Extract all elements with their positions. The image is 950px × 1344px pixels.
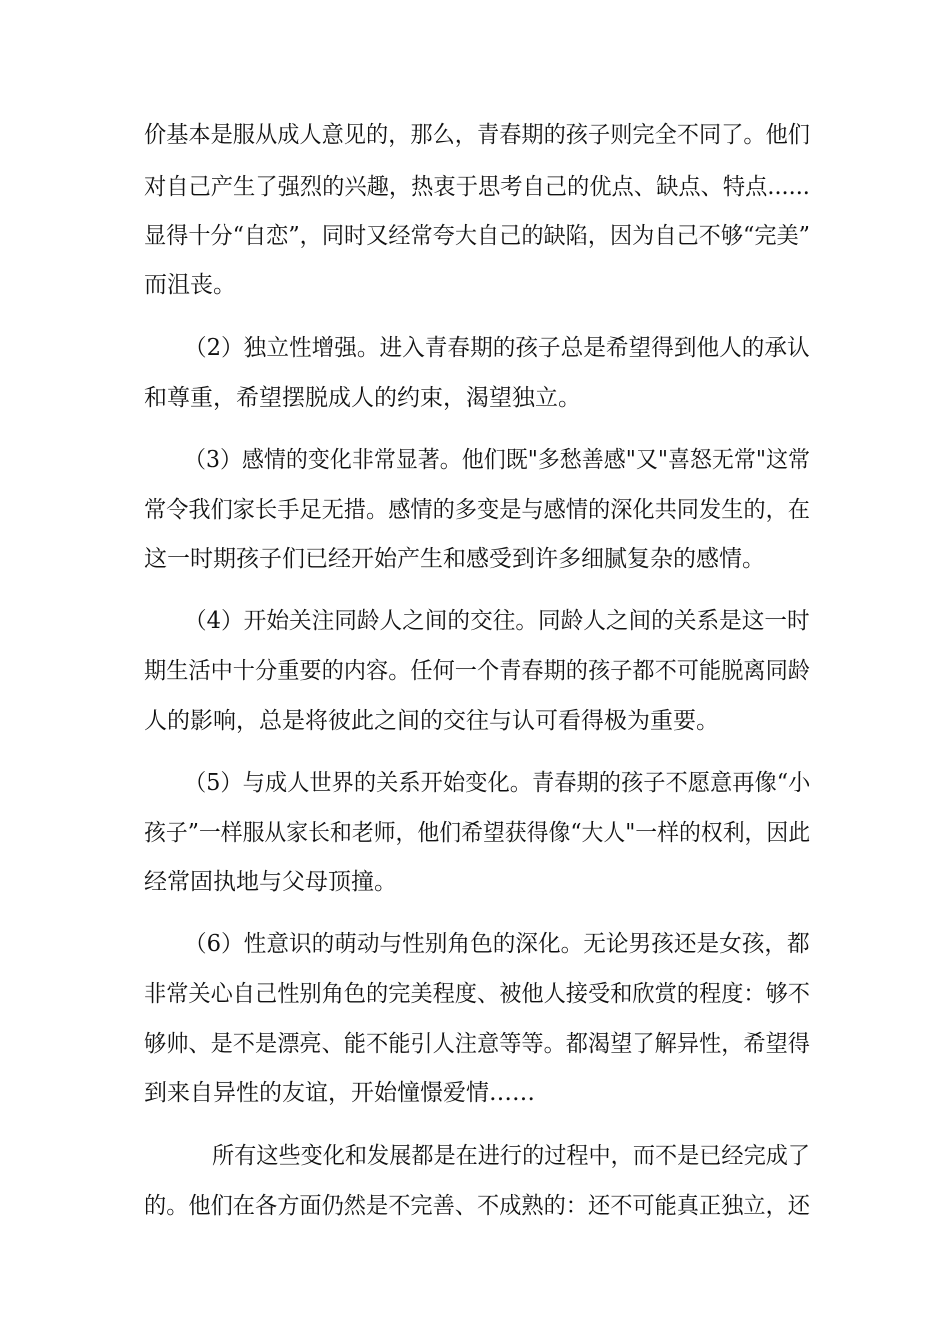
list-item-heading-line: （3）感情的变化非常显著。他们既"多愁善感"又"喜怒无常"这常 xyxy=(184,447,810,473)
paragraph-line: 的。他们在各方面仍然是不完善、不成熟的：还不可能真正独立，还 xyxy=(144,1193,810,1219)
paragraph-line: 够帅、是不是漂亮、能不能引人注意等等。都渴望了解异性，希望得 xyxy=(144,1031,810,1057)
list-item-heading-line: （2）独立性增强。进入青春期的孩子总是希望得到他人的承认 xyxy=(184,335,810,361)
paragraph-line: 对自己产生了强烈的兴趣，热衷于思考自己的优点、缺点、特点...... xyxy=(144,174,810,200)
paragraph-line: 这一时期孩子们已经开始产生和感受到许多细腻复杂的感情。 xyxy=(144,546,765,572)
paragraph-line: 人的影响，总是将彼此之间的交往与认可看得极为重要。 xyxy=(144,708,719,734)
paragraph-line: 到来自异性的友谊，开始憧憬爱情…… xyxy=(144,1080,535,1106)
paragraph-line: 期生活中十分重要的内容。任何一个青春期的孩子都不可能脱离同龄 xyxy=(144,658,810,684)
paragraph-line: 非常关心自己性别角色的完美程度、被他人接受和欣赏的程度：够不 xyxy=(144,981,810,1007)
paragraph-line: 常令我们家长手足无措。感情的多变是与感情的深化共同发生的，在 xyxy=(144,497,810,523)
list-item-heading-line: （4）开始关注同龄人之间的交往。同龄人之间的关系是这一时 xyxy=(184,608,810,634)
paragraph-line: 而沮丧。 xyxy=(144,272,236,298)
list-item-heading-line: （5）与成人世界的关系开始变化。青春期的孩子不愿意再像“小 xyxy=(184,770,811,796)
paragraph-line: 和尊重，希望摆脱成人的约束，渴望独立。 xyxy=(144,385,581,411)
list-item-heading-line: （6）性意识的萌动与性别角色的深化。无论男孩还是女孩，都 xyxy=(184,931,810,957)
paragraph-line: 价基本是服从成人意见的，那么，青春期的孩子则完全不同了。他们 xyxy=(144,122,810,148)
paragraph-line: 经常固执地与父母顶撞。 xyxy=(144,869,397,895)
paragraph-line: 显得十分“自恋”，同时又经常夸大自己的缺陷，因为自己不够“完美” xyxy=(144,223,811,249)
paragraph-line: 所有这些变化和发展都是在进行的过程中，而不是已经完成了 xyxy=(212,1143,811,1169)
paragraph-line: 孩子”一样服从家长和老师，他们希望获得像“大人"一样的权利，因此 xyxy=(144,820,811,846)
